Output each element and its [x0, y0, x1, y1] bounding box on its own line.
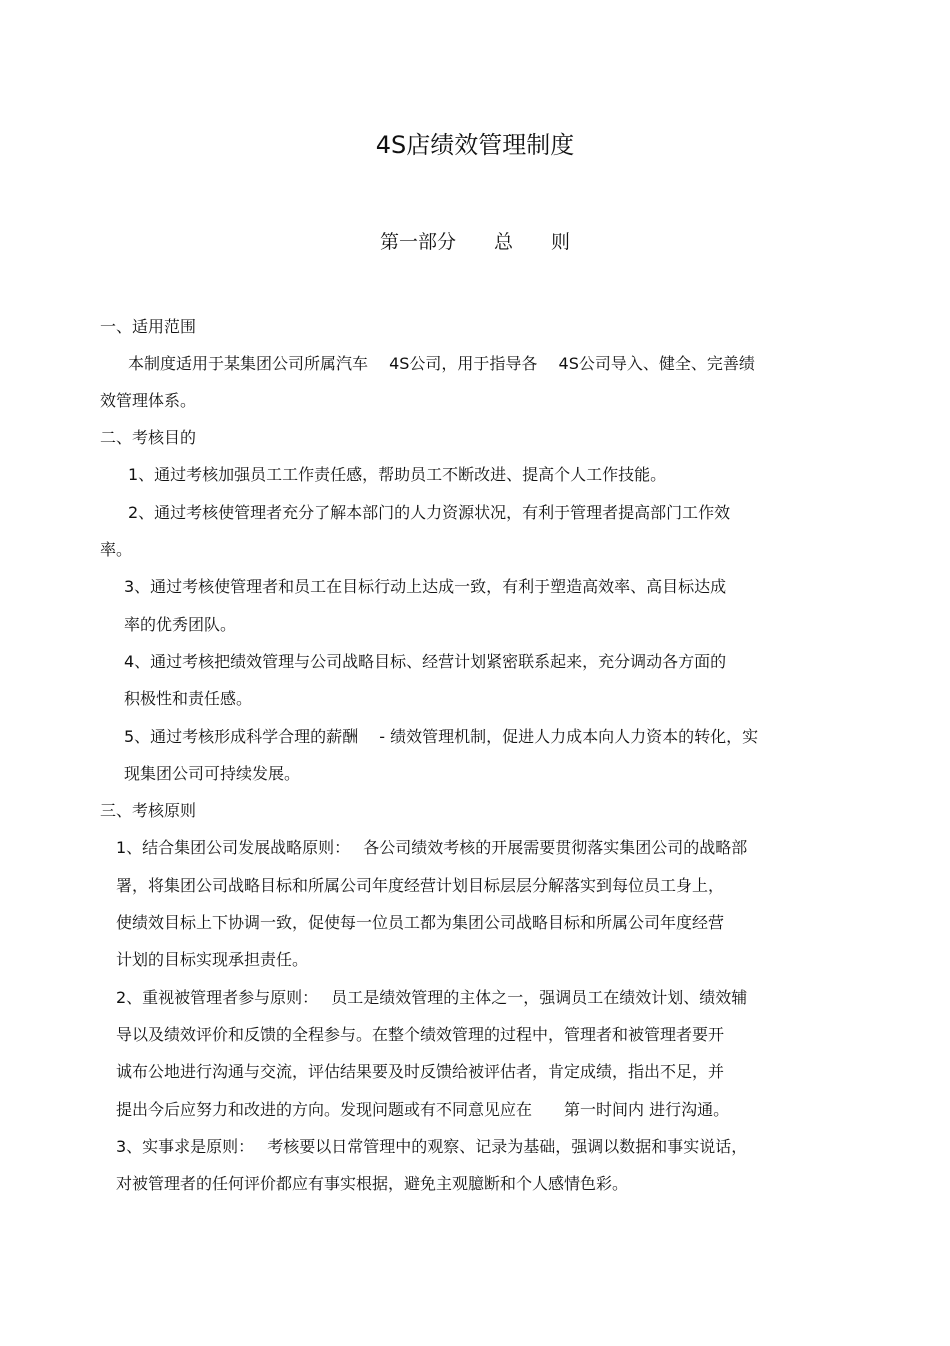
section-heading-scope: 一、适用范围 — [100, 317, 197, 336]
list-item-line: 提出今后应努力和改进的方向。发现问题或有不同意见应在 第一时间内 进行沟通。 — [116, 1100, 730, 1119]
list-item-line: 诚布公地进行沟通与交流，评估结果要及时反馈给被评估者，肯定成绩，指出不足，并 — [116, 1062, 725, 1081]
document-title: 4S店绩效管理制度 — [375, 131, 575, 159]
list-item-line: 4、通过考核把绩效管理与公司战略目标、经营计划紧密联系起来，充分调动各方面的 — [124, 652, 727, 671]
list-item-line: 率的优秀团队。 — [124, 615, 237, 634]
list-item-line: 现集团公司可持续发展。 — [124, 764, 301, 783]
list-item-line: 导以及绩效评价和反馈的全程参与。在整个绩效管理的过程中，管理者和被管理者要开 — [116, 1025, 725, 1044]
list-item-line: 2、重视被管理者参与原则： 员工是绩效管理的主体之一，强调员工在绩效计划、绩效辅 — [116, 988, 748, 1007]
list-item-line: 3、通过考核使管理者和员工在目标行动上达成一致，有利于塑造高效率、高目标达成 — [124, 577, 727, 596]
section-heading-purpose: 二、考核目的 — [100, 428, 197, 447]
list-item-line: 2、通过考核使管理者充分了解本部门的人力资源状况，有利于管理者提高部门工作效 — [128, 503, 731, 522]
paragraph-line: 效管理体系。 — [100, 391, 197, 410]
list-item-line: 3、实事求是原则： 考核要以日常管理中的观察、记录为基础，强调以数据和事实说话， — [116, 1137, 748, 1156]
list-item-line: 积极性和责任感。 — [124, 689, 253, 708]
paragraph-line: 本制度适用于某集团公司所属汽车 4S公司，用于指导各 4S公司导入、健全、完善绩 — [128, 354, 755, 373]
list-item-line: 1、通过考核加强员工工作责任感，帮助员工不断改进、提高个人工作技能。 — [128, 465, 667, 484]
list-item-line: 对被管理者的任何评价都应有事实根据，避免主观臆断和个人感情色彩。 — [116, 1174, 629, 1193]
list-item-line: 使绩效目标上下协调一致，促使每一位员工都为集团公司战略目标和所属公司年度经营 — [116, 913, 725, 932]
part-heading: 第一部分 总 则 — [379, 231, 570, 253]
list-item-line: 5、通过考核形成科学合理的薪酬 - 绩效管理机制，促进人力成本向人力资本的转化，实 — [124, 727, 759, 746]
list-item-line: 计划的目标实现承担责任。 — [116, 950, 309, 969]
list-item-line: 1、结合集团公司发展战略原则： 各公司绩效考核的开展需要贯彻落实集团公司的战略部 — [116, 838, 748, 857]
list-item-line: 率。 — [100, 540, 133, 559]
section-heading-principles: 三、考核原则 — [100, 801, 197, 820]
list-item-line: 署，将集团公司战略目标和所属公司年度经营计划目标层层分解落实到每位员工身上， — [116, 876, 725, 895]
